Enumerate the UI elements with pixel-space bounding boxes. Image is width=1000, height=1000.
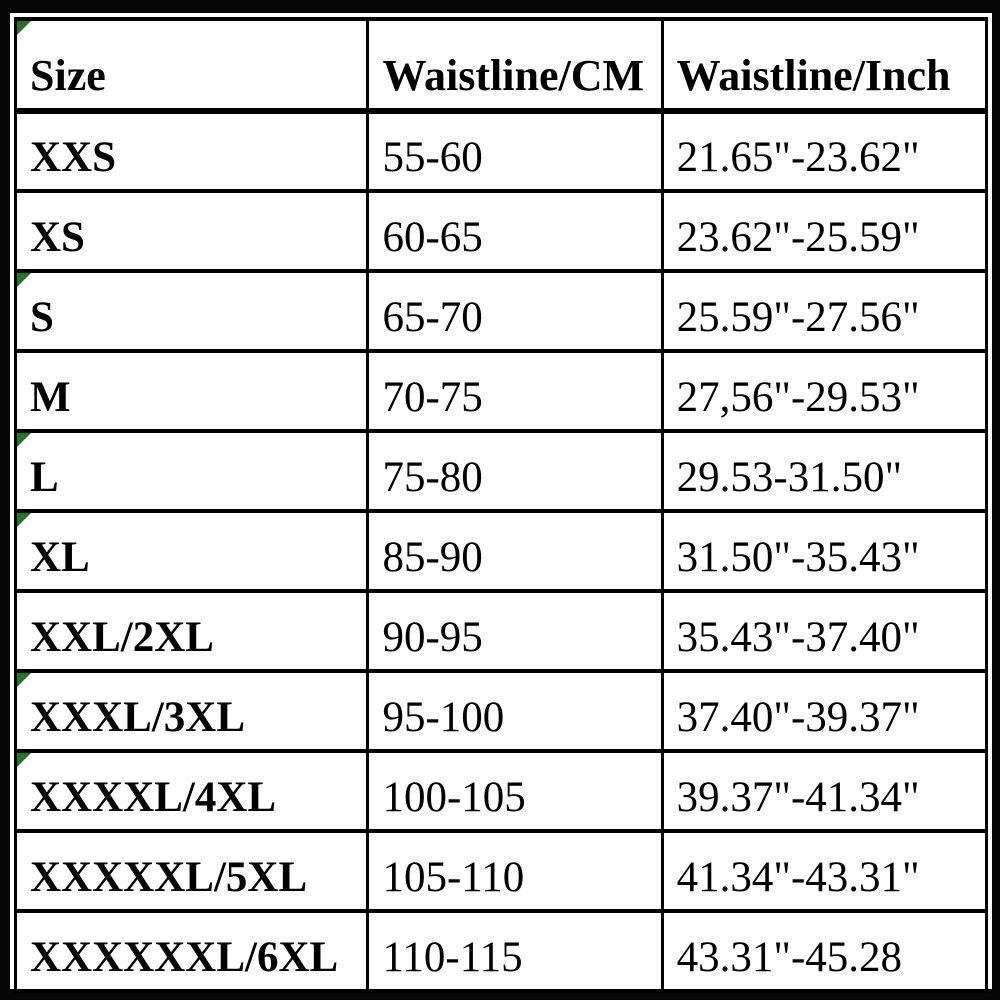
waistline-cm-value: 100-105 — [382, 774, 526, 821]
waistline-inch-value: 23.62"-25.59" — [676, 214, 920, 261]
size-cell — [16, 671, 368, 751]
waistline-inch-cell — [662, 591, 986, 671]
waistline-inch-cell — [662, 751, 986, 831]
cell-corner-flag-icon — [17, 753, 31, 767]
waistline-inch-value: 25.59"-27.56" — [676, 294, 920, 341]
waistline-inch-value: 37.40"-39.37" — [676, 694, 920, 741]
column-header-waistline-cm — [368, 19, 662, 111]
waistline-inch-value: 27,56"-29.53" — [676, 374, 920, 421]
waistline-cm-value: 60-65 — [382, 214, 483, 261]
size-cell — [16, 751, 368, 831]
cell-corner-flag-icon — [17, 21, 31, 35]
waistline-inch-cell — [662, 431, 986, 511]
cell-corner-flag-icon — [17, 513, 31, 527]
size-value: L — [30, 454, 59, 501]
header-row — [16, 19, 987, 111]
waistline-inch-cell — [662, 671, 986, 751]
column-header-waistline-inch-label: Waistline/Inch — [676, 51, 951, 100]
waistline-cm-value: 105-110 — [382, 854, 525, 901]
waistline-inch-cell — [662, 911, 986, 991]
size-value: M — [30, 374, 71, 421]
size-value: XS — [30, 214, 85, 261]
waistline-cm-value: 110-115 — [382, 934, 523, 981]
size-value: S — [30, 294, 54, 341]
waistline-cm-value: 65-70 — [382, 294, 483, 341]
waistline-cm-cell — [368, 111, 662, 191]
size-table-body — [16, 111, 987, 991]
waistline-inch-cell — [662, 511, 986, 591]
size-value: XXL/2XL — [30, 614, 214, 661]
column-header-size — [16, 19, 368, 111]
size-cell — [16, 271, 368, 351]
waistline-inch-cell — [662, 351, 986, 431]
waistline-inch-value: 31.50"-35.43" — [676, 534, 920, 581]
size-chart-sheet — [10, 13, 992, 989]
table-row — [16, 911, 987, 991]
size-value: XXXL/3XL — [30, 694, 246, 741]
size-chart-table — [14, 17, 988, 993]
size-cell — [16, 911, 368, 991]
table-row — [16, 111, 987, 191]
cell-corner-flag-icon — [17, 433, 31, 447]
waistline-cm-cell — [368, 191, 662, 271]
table-row — [16, 191, 987, 271]
table-row — [16, 271, 987, 351]
size-cell — [16, 431, 368, 511]
column-header-size-label: Size — [30, 51, 106, 100]
waistline-inch-value: 35.43"-37.40" — [676, 614, 920, 661]
waistline-cm-value: 85-90 — [382, 534, 483, 581]
column-header-waistline-cm-label: Waistline/CM — [382, 51, 645, 100]
table-row — [16, 511, 987, 591]
size-cell — [16, 511, 368, 591]
waistline-inch-value: 39.37"-41.34" — [676, 774, 920, 821]
waistline-inch-cell — [662, 271, 986, 351]
waistline-cm-value: 95-100 — [382, 694, 505, 741]
size-table-header — [16, 19, 987, 111]
waistline-cm-cell — [368, 671, 662, 751]
waistline-cm-cell — [368, 751, 662, 831]
waistline-inch-cell — [662, 191, 986, 271]
size-value: XXS — [30, 134, 117, 181]
table-row — [16, 431, 987, 511]
size-cell — [16, 831, 368, 911]
table-row — [16, 671, 987, 751]
waistline-inch-value: 29.53-31.50" — [676, 454, 903, 501]
waistline-inch-value: 21.65"-23.62" — [676, 134, 920, 181]
table-row — [16, 751, 987, 831]
waistline-cm-cell — [368, 271, 662, 351]
waistline-cm-cell — [368, 831, 662, 911]
size-value: XXXXXL/5XL — [30, 854, 308, 901]
size-value: XXXXXXL/6XL — [30, 934, 339, 981]
waistline-cm-value: 75-80 — [382, 454, 483, 501]
size-value: XXXXL/4XL — [30, 774, 277, 821]
waistline-inch-value: 41.34"-43.31" — [676, 854, 920, 901]
cell-corner-flag-icon — [17, 673, 31, 687]
size-cell — [16, 191, 368, 271]
column-header-waistline-inch — [662, 19, 986, 111]
table-row — [16, 831, 987, 911]
waistline-inch-cell — [662, 831, 986, 911]
size-cell — [16, 591, 368, 671]
waistline-cm-cell — [368, 431, 662, 511]
table-row — [16, 591, 987, 671]
table-row — [16, 351, 987, 431]
size-cell — [16, 351, 368, 431]
size-value: XL — [30, 534, 90, 581]
waistline-cm-value: 70-75 — [382, 374, 483, 421]
waistline-cm-cell — [368, 511, 662, 591]
waistline-cm-value: 55-60 — [382, 134, 483, 181]
waistline-inch-cell — [662, 111, 986, 191]
size-cell — [16, 111, 368, 191]
waistline-inch-value: 43.31"-45.28 — [676, 934, 903, 981]
cell-corner-flag-icon — [17, 273, 31, 287]
waistline-cm-cell — [368, 911, 662, 991]
waistline-cm-cell — [368, 351, 662, 431]
waistline-cm-value: 90-95 — [382, 614, 483, 661]
waistline-cm-cell — [368, 591, 662, 671]
